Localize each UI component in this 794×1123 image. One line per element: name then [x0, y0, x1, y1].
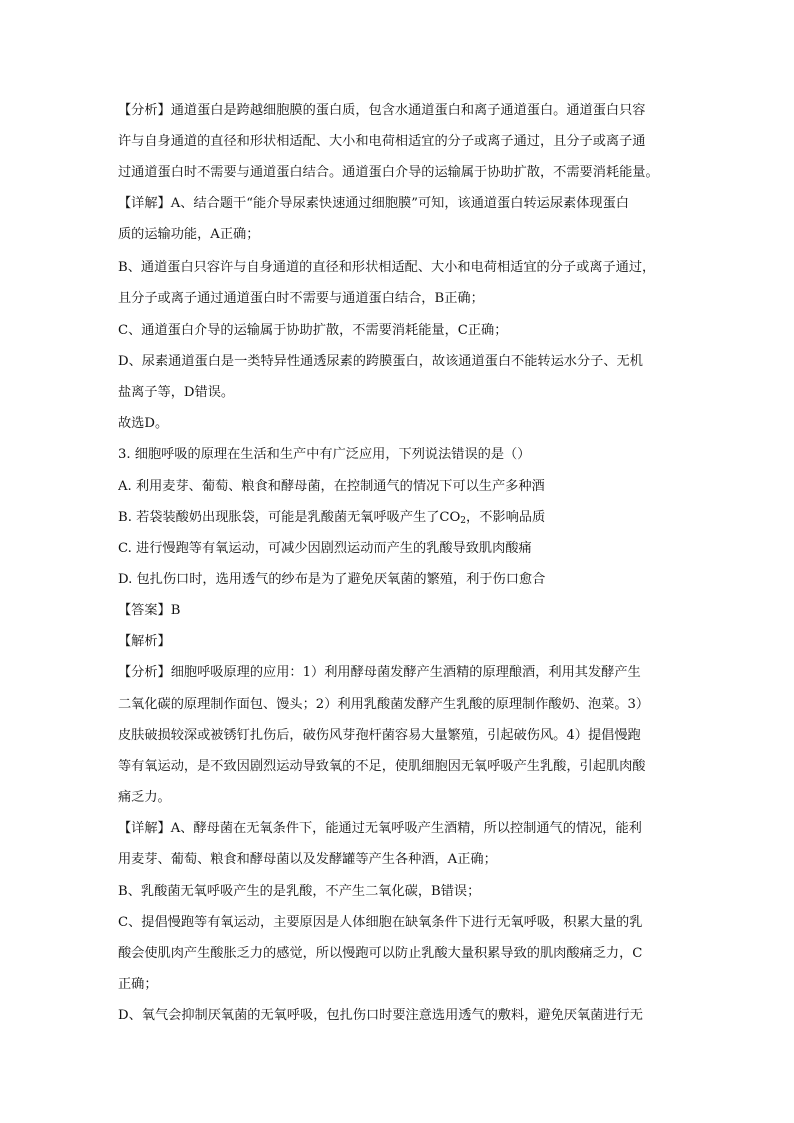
text-line: 【分析】通道蛋白是跨越细胞膜的蛋白质，包含水通道蛋白和离子通道蛋白。通道蛋白只容 [118, 103, 646, 118]
text-line: 皮肤破损较深或被锈钉扎伤后，破伤风芽孢杆菌容易大量繁殖，引起破伤风。4）提倡慢跑 [118, 728, 641, 743]
text-line: 【详解】A、结合题干“能介导尿素快速通过细胞膜”可知，该通道蛋白转运尿素体现蛋白 [118, 196, 629, 211]
text-line: 故选D。 [118, 416, 169, 431]
option-b-text: B. 若袋装酸奶出现胀袋，可能是乳酸菌无氧呼吸产生了 [118, 510, 440, 525]
text-line: C、通道蛋白介导的运输属于协助扩散，不需要消耗能量，C正确； [118, 323, 508, 338]
text-line: D、尿素通道蛋白是一类特异性通透尿素的跨膜蛋白，故该通道蛋白不能转运水分子、无机 [118, 354, 643, 369]
option-b [118, 509, 680, 530]
text-line: 质的运输功能，A正确； [118, 227, 260, 242]
text-line: B、通道蛋白只容许与自身通道的直径和形状相适配、大小和电荷相适宜的分子或离子通过， [118, 260, 656, 275]
option-a: A. 利用麦芽、葡萄、粮食和酵母菌，在控制通气的情况下可以生产多种酒 [118, 479, 545, 494]
option-d: D. 包扎伤口时，选用透气的纱布是为了避免厌氧菌的繁殖，利于伤口愈合 [118, 572, 546, 587]
text-line: 且分子或离子通过通道蛋白时不需要与通道蛋白结合，B正确； [118, 291, 484, 306]
answer-label: 【答案】B [118, 603, 181, 618]
text-line: D、氧气会抑制厌氧菌的无氧呼吸，包扎伤口时要注意选用透气的敷料，避免厌氧菌进行无 [118, 1008, 643, 1023]
text-line: 许与自身通道的直径和形状相适配、大小和电荷相适宜的分子或离子通过，且分子或离子通 [118, 134, 646, 149]
text-line: 痛乏力。 [118, 790, 171, 805]
text-line: B、乳酸菌无氧呼吸产生的是乳酸，不产生二氧化碳，B错误； [118, 884, 481, 899]
option-c: C. 进行慢跑等有氧运动，可减少因剧烈运动而产生的乳酸导致肌肉酸痛 [118, 541, 532, 556]
analysis-heading: 【解析】 [118, 634, 171, 649]
co2-formula: $CO_2$ [439, 510, 467, 526]
text-line: 二氧化碳的原理制作面包、馒头；2）利用乳酸菌发酵产生乳酸的原理制作酸奶、泡菜。3） [118, 697, 650, 712]
text-line: C、提倡慢跑等有氧运动，主要原因是人体细胞在缺氧条件下进行无氧呼吸，积累大量的乳 [118, 915, 643, 930]
text-line: 【分析】细胞呼吸原理的应用：1）利用酵母菌发酵产生酒精的原理酿酒，利用其发酵产生 [118, 665, 641, 680]
text-line: 等有氧运动，是不致因剧烈运动导致氧的不足，使肌细胞因无氧呼吸产生乳酸，引起肌肉酸 [118, 759, 646, 774]
text-line: 正确； [118, 977, 158, 992]
question-stem: 3. 细胞呼吸的原理在生活和生产中有广泛应用，下列说法错误的是（） [118, 447, 531, 462]
text-line: 用麦芽、葡萄、粮食和酵母菌以及发酵罐等产生各种酒，A正确； [118, 852, 497, 867]
text-line: 【详解】A、酵母菌在无氧条件下，能通过无氧呼吸产生酒精，所以控制通气的情况，能利 [118, 821, 642, 836]
text-line: 盐离子等，D错误。 [118, 385, 235, 400]
text-line: 酸会使肌肉产生酸胀乏力的感觉，所以慢跑可以防止乳酸大量积累导致的肌肉酸痛乏力，C [118, 946, 643, 961]
text-line: 过通道蛋白时不需要与通道蛋白结合。通道蛋白介导的运输属于协助扩散，不需要消耗能量。 [118, 165, 659, 180]
option-b-tail: ，不影响品质 [466, 510, 546, 525]
